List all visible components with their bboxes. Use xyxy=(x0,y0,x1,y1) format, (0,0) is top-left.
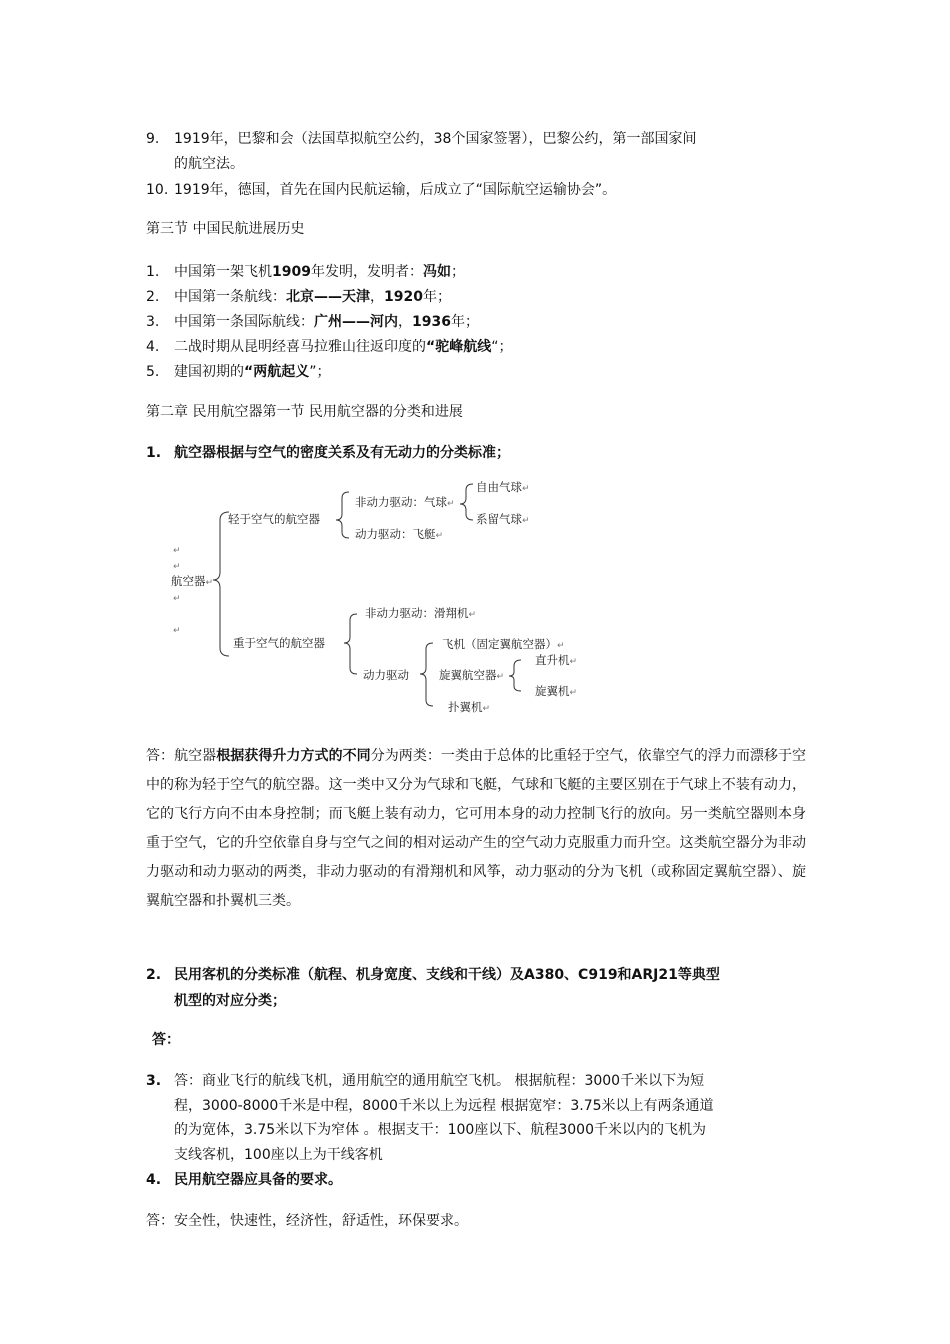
q3-line-3: 的为宽体，3.75米以下为窄体 。根据支干：100座以下、航程3000千米以内的飞机为 xyxy=(174,1122,706,1138)
tree-lighter-than-air: 轻于空气的航空器 xyxy=(228,512,320,526)
tree-ornithopter: 扑翼机↵ xyxy=(448,700,491,714)
tree-airplane: 飞机（固定翼航空器）↵ xyxy=(442,637,565,651)
section-3-title: 第三节 中国民航进展历史 xyxy=(146,221,305,237)
q2-text-cont: 机型的对应分类； xyxy=(174,993,286,1009)
paragraph-mark: ↵ xyxy=(173,546,181,556)
tree-helicopter: 直升机↵ xyxy=(535,653,578,667)
history-item-number: 3. xyxy=(146,314,160,330)
rotorcraft-brace xyxy=(509,660,521,691)
heavier-brace xyxy=(344,614,357,674)
item-9-text: 1919年，巴黎和会（法国草拟航空公约，38个国家签署），巴黎公约，第一部国家间 xyxy=(174,131,697,147)
tree-tethered-balloon: 系留气球↵ xyxy=(476,512,530,526)
history-item-number: 2. xyxy=(146,289,160,305)
q3-line-1: 答：商业飞行的航线飞机，通用航空的通用航空飞机。 根据航程：3000千米以下为短 xyxy=(174,1073,705,1089)
tree-heavier-than-air: 重于空气的航空器 xyxy=(233,636,325,650)
tree-rotorcraft: 旋翼航空器↵ xyxy=(439,668,505,682)
tree-non-powered-light: 非动力驱动：气球↵ xyxy=(355,495,455,509)
history-item-text: 建国初期的“两航起义”； xyxy=(174,364,331,380)
root-brace xyxy=(213,512,229,656)
answer-2-label: 答： xyxy=(152,1032,180,1048)
lighter-brace xyxy=(336,492,349,538)
q3-number: 3. xyxy=(146,1073,162,1089)
history-item-text: 中国第一条国际航线：广州——河内，1936年； xyxy=(174,314,479,330)
tree-root: 航空器↵ xyxy=(171,574,214,588)
tree-powered-heavy: 动力驱动 xyxy=(363,668,409,682)
chapter-2-title: 第二章 民用航空器第一节 民用航空器的分类和进展 xyxy=(146,404,463,420)
q1-text: 航空器根据与空气的密度关系及有无动力的分类标准； xyxy=(174,445,510,461)
tree-free-balloon: 自由气球↵ xyxy=(476,480,530,494)
q2-number: 2. xyxy=(146,967,162,983)
item-10-number: 10. xyxy=(146,182,169,198)
history-item-text: 中国第一条航线：北京——天津，1920年； xyxy=(174,289,451,305)
history-item-number: 5. xyxy=(146,364,160,380)
tree-gyroplane: 旋翼机↵ xyxy=(535,684,578,698)
item-10-text: 1919年，德国，首先在国内民航运输，后成立了“国际航空运输协会”。 xyxy=(174,182,617,198)
item-9-text-cont: 的航空法。 xyxy=(174,156,244,172)
history-item-number: 1. xyxy=(146,264,160,280)
q2-text: 民用客机的分类标准（航程、机身宽度、支线和干线）及A380、C919和ARJ21等典型 xyxy=(174,967,720,983)
q4-text: 民用航空器应具备的要求。 xyxy=(174,1172,342,1188)
answer-4: 答：安全性，快速性，经济性，舒适性，环保要求。 xyxy=(146,1213,468,1229)
q4-number: 4. xyxy=(146,1172,162,1188)
history-item-number: 4. xyxy=(146,339,160,355)
powered-brace xyxy=(420,643,433,706)
history-item-text: 二战时期从昆明经喜马拉雅山往返印度的“驼峰航线“； xyxy=(174,339,513,355)
tree-powered-light: 动力驱动：飞艇↵ xyxy=(355,527,444,541)
paragraph-mark: ↵ xyxy=(173,594,181,604)
history-item-text: 中国第一架飞机1909年发明，发明者：冯如； xyxy=(174,264,465,280)
aircraft-classification-tree xyxy=(165,476,595,721)
answer-1-paragraph: 答：航空器根据获得升力方式的不同分为两类：一类由于总体的比重轻于空气，依靠空气的浮力而漂移于空中的称为轻于空气的航空器。这一类中又分为气球和飞艇，气球和飞艇的主要区别在于气球上不装有动力，它的飞行方向不由本身控制；而飞艇上装有动力，它可用本身的动力控制飞行的放向。另一类航空器则本身重于空气，它的升空依靠自身与空气之间的相对运动产生的空气动力克服重力而升空。这类航空器分为非动力驱动和动力驱动的两类，非动力驱动的有滑翔机和风筝，动力驱动的分为飞机（或称固定翼航空器）、旋翼航空器和扑翼机三类。 xyxy=(146,748,807,909)
paragraph-mark: ↵ xyxy=(173,562,181,572)
item-9-number: 9. xyxy=(146,131,160,147)
paragraph-mark: ↵ xyxy=(173,626,181,636)
tree-non-powered-heavy: 非动力驱动：滑翔机↵ xyxy=(365,606,477,620)
balloon-brace xyxy=(460,484,473,520)
q1-number: 1. xyxy=(146,445,162,461)
q3-line-2: 程，3000-8000千米是中程，8000千米以上为远程 根据宽窄：3.75米以上有两条通道 xyxy=(174,1098,714,1114)
q3-line-4: 支线客机，100座以上为干线客机 xyxy=(174,1147,383,1163)
